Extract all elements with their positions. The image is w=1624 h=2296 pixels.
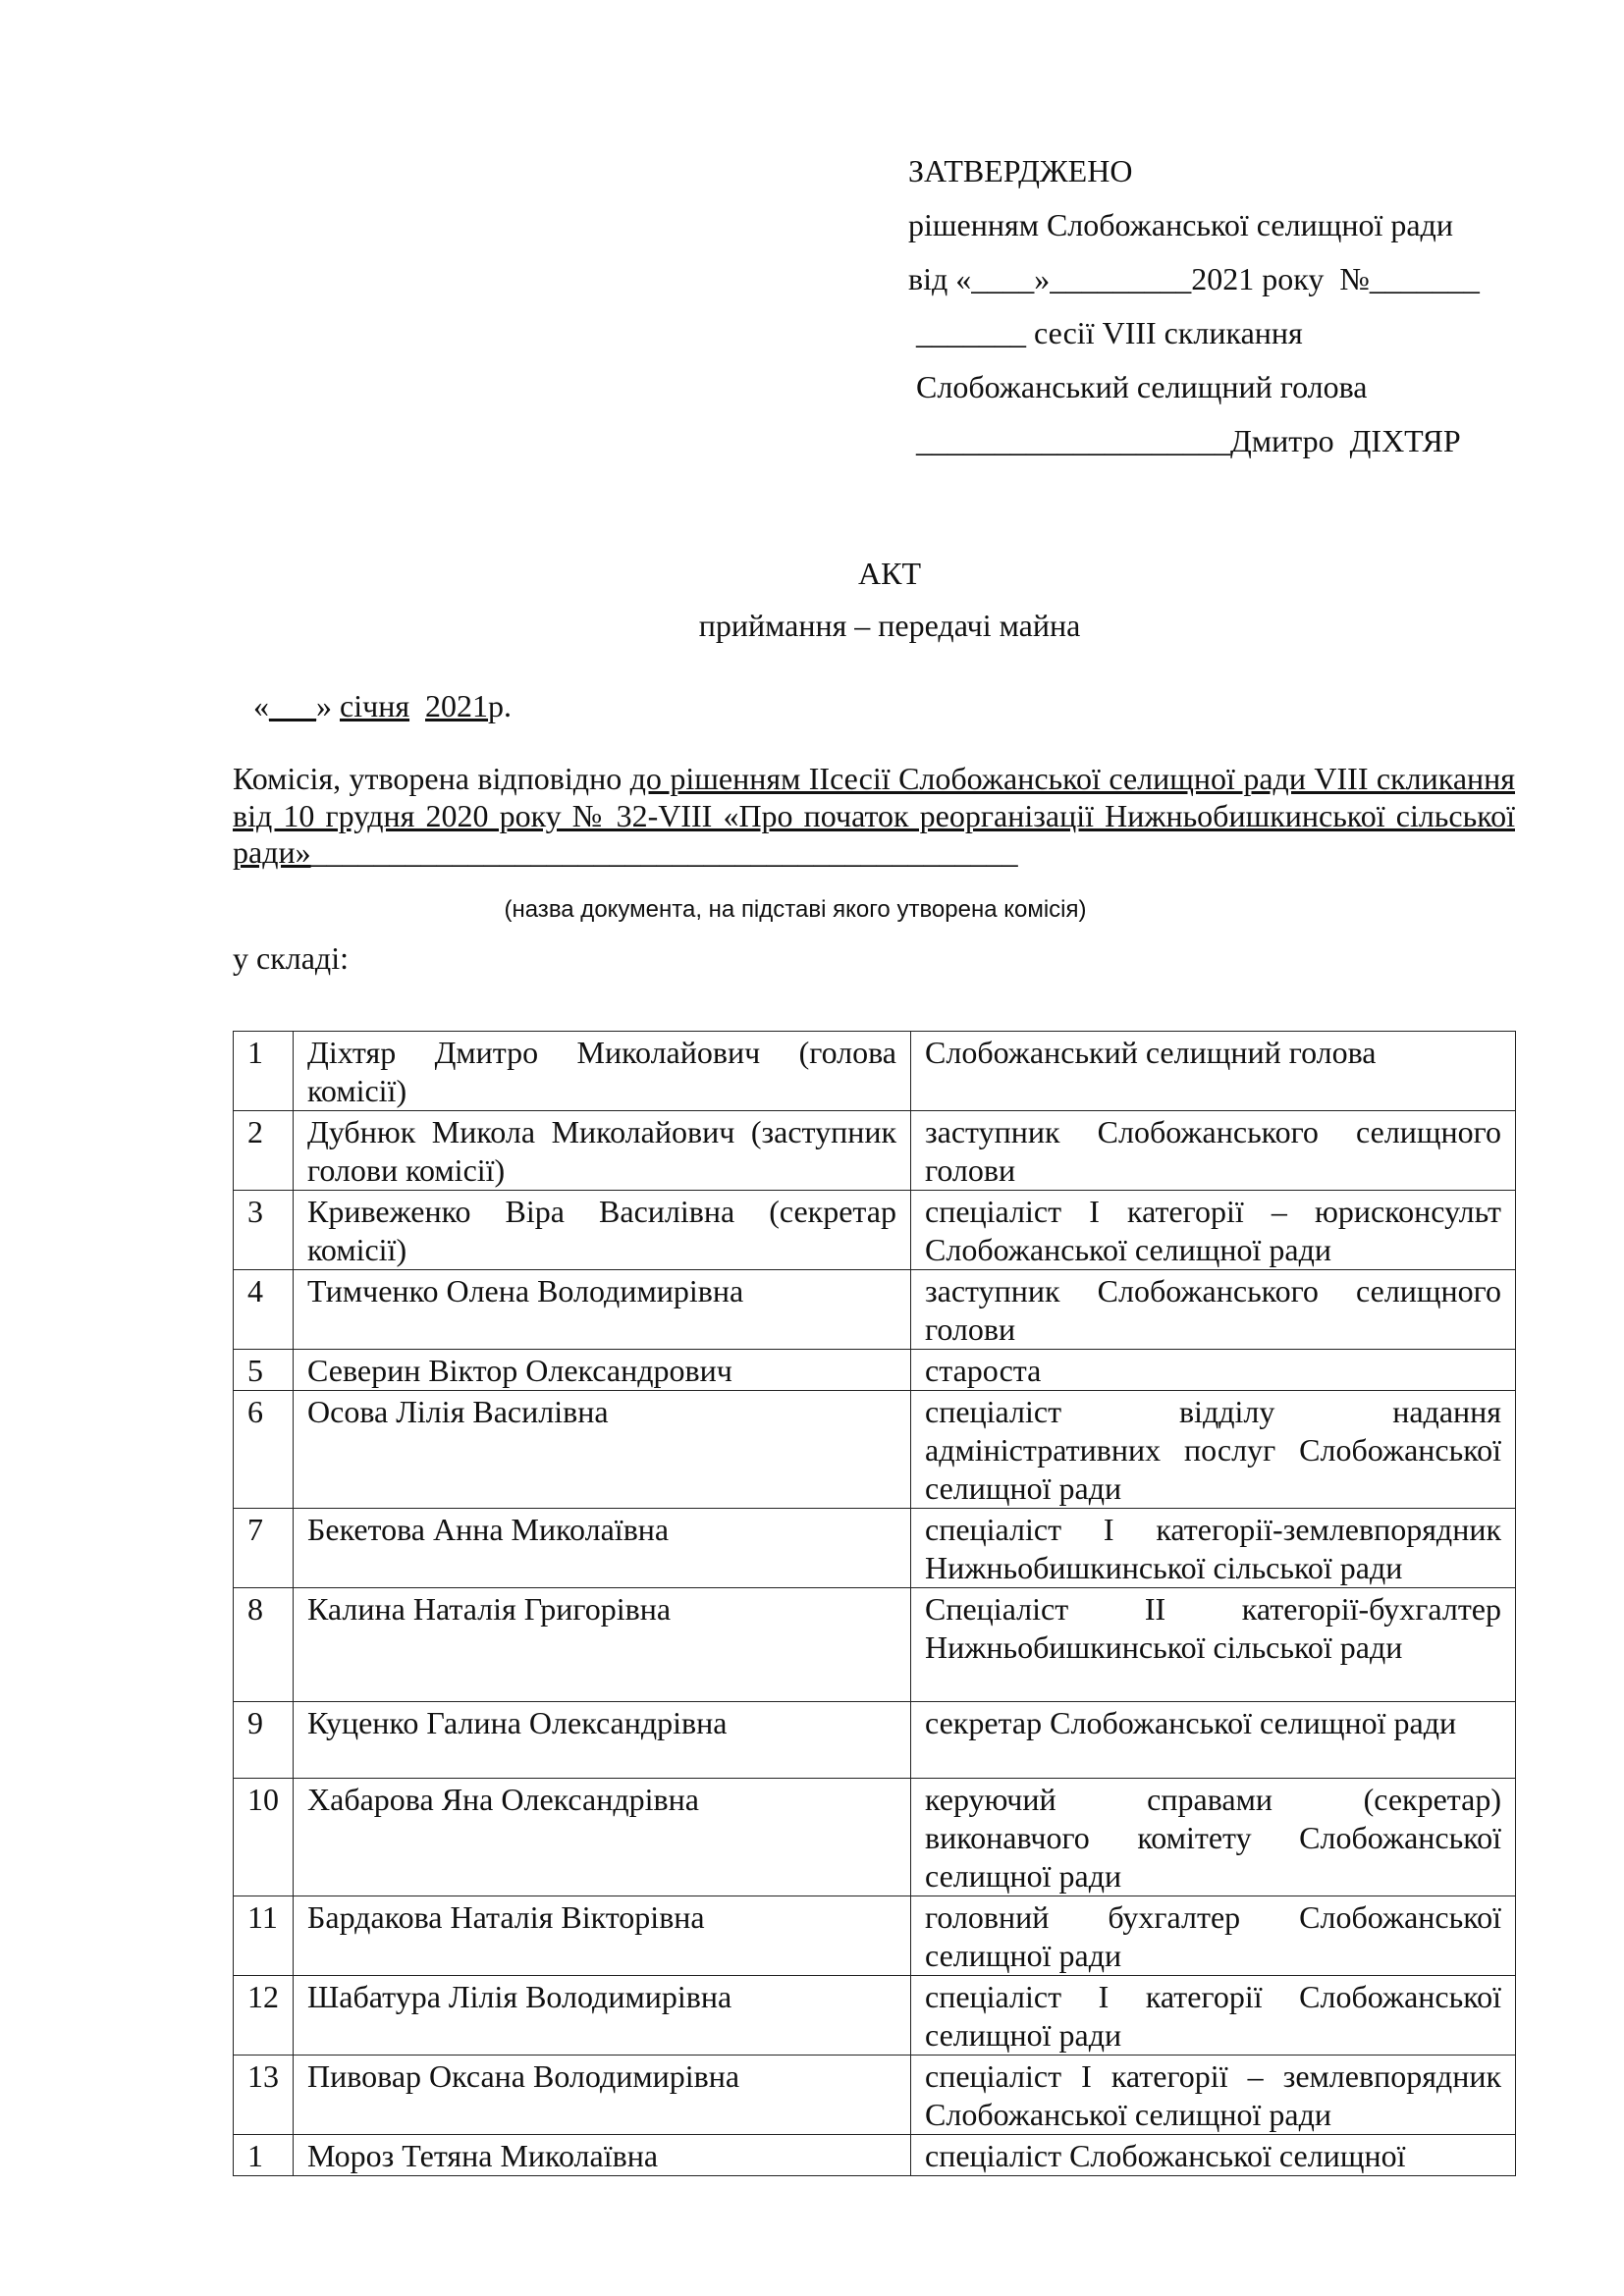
member-number: 2 <box>234 1111 294 1191</box>
table-row <box>234 2135 1516 2176</box>
member-role: секретар Слобожанської селищної ради <box>911 1702 1516 1779</box>
date-prefix: « <box>253 688 269 723</box>
approval-block <box>908 152 1537 476</box>
member-name: Дубнюк Микола Миколайович (заступник голови комісії) <box>294 1111 911 1191</box>
table-row <box>234 1779 1516 1896</box>
approval-decision: рішенням Слобожанської селищної ради <box>908 207 1453 242</box>
table-row <box>234 1896 1516 1976</box>
table-row <box>234 2056 1516 2135</box>
commission-paragraph <box>233 761 1515 872</box>
member-role: спеціаліст І категорії – землевпорядник Слобожанської селищної ради <box>911 2056 1516 2135</box>
member-name: Осова Лілія Василівна <box>294 1391 911 1509</box>
approval-head-title: Слобожанський селищний голова <box>908 369 1368 404</box>
member-number: 1 <box>234 2135 294 2176</box>
date-month: січня <box>340 688 410 723</box>
member-name: Бекетова Анна Миколаївна <box>294 1509 911 1588</box>
table-row <box>234 1191 1516 1270</box>
approval-heading: ЗАТВЕРДЖЕНО <box>908 153 1133 188</box>
document-subtitle: приймання – передачі майна <box>698 608 1081 643</box>
member-number: 8 <box>234 1588 294 1702</box>
member-name: Куценко Галина Олександрівна <box>294 1702 911 1779</box>
paragraph-decision: до рішенням IIсесії Слобожанської селищної ради VIII скликання від 10 грудня 2020 року № 32-VIII «Про початок реорганізації Нижньобишкинської сільської ради» <box>233 761 1516 870</box>
members-table <box>233 1031 1516 2176</box>
member-role: головний бухгалтер Слобожанської селищної ради <box>911 1896 1516 1976</box>
date-tail: р. <box>488 688 513 723</box>
member-number: 12 <box>234 1976 294 2056</box>
member-number: 3 <box>234 1191 294 1270</box>
member-number: 13 <box>234 2056 294 2135</box>
member-name: Хабарова Яна Олександрівна <box>294 1779 911 1896</box>
member-role: спеціаліст І категорії-землевпорядник Нижньобишкинської сільської ради <box>911 1509 1516 1588</box>
date-day-blank: ___ <box>269 688 316 723</box>
member-number: 10 <box>234 1779 294 1896</box>
member-role: староста <box>911 1350 1516 1391</box>
approval-session: _______ сесії VIII скликання <box>908 315 1303 350</box>
table-row <box>234 1509 1516 1588</box>
member-name: Пивовар Оксана Володимирівна <box>294 2056 911 2135</box>
date-suffix: » <box>316 688 340 723</box>
approval-signature: ____________________Дмитро ДІХТЯР <box>908 423 1461 458</box>
member-role: спеціаліст І категорії Слобожанської селищної ради <box>911 1976 1516 2056</box>
member-name: Діхтяр Дмитро Миколайович (голова комісії) <box>294 1032 911 1111</box>
composition-label: у складі: <box>233 940 349 976</box>
table-row <box>234 1391 1516 1509</box>
member-role: спеціаліст відділу надання адміністративних послуг Слобожанської селищної ради <box>911 1391 1516 1509</box>
member-number: 11 <box>234 1896 294 1976</box>
act-date <box>253 687 512 725</box>
paragraph-fill: _____________________________________________ <box>310 834 1018 870</box>
member-name: Мороз Тетяна Миколаївна <box>294 2135 911 2176</box>
member-role: спеціаліст Слобожанської селищної <box>911 2135 1516 2176</box>
member-number: 4 <box>234 1270 294 1350</box>
member-number: 7 <box>234 1509 294 1588</box>
member-name: Бардакова Наталія Вікторівна <box>294 1896 911 1976</box>
table-row <box>234 1111 1516 1191</box>
member-number: 9 <box>234 1702 294 1779</box>
member-name: Шабатура Лілія Володимирівна <box>294 1976 911 2056</box>
approval-date: від «____»_________2021 року №_______ <box>908 261 1480 296</box>
date-year: 2021 <box>425 688 489 723</box>
table-row <box>234 1976 1516 2056</box>
member-name: Северин Віктор Олександрович <box>294 1350 911 1391</box>
document-title: АКТ <box>858 556 921 591</box>
table-row <box>234 1270 1516 1350</box>
table-row <box>234 1588 1516 1702</box>
table-row <box>234 1032 1516 1111</box>
member-number: 1 <box>234 1032 294 1111</box>
member-name: Кривеженко Віра Василівна (секретар комісії) <box>294 1191 911 1270</box>
member-role: Спеціаліст ІІ категорії-бухгалтер Нижньобишкинської сільської ради <box>911 1588 1516 1702</box>
member-role: спеціаліст І категорії – юрисконсульт Слобожанської селищної ради <box>911 1191 1516 1270</box>
member-name: Калина Наталія Григорівна <box>294 1588 911 1702</box>
member-name: Тимченко Олена Володимирівна <box>294 1270 911 1350</box>
member-number: 5 <box>234 1350 294 1391</box>
paragraph-lead: Комісія, утворена відповідно <box>233 761 630 796</box>
member-role: заступник Слобожанського селищного голови <box>911 1270 1516 1350</box>
paragraph-caption: (назва документа, на підставі якого утворена комісія) <box>504 896 1087 923</box>
member-role: заступник Слобожанського селищного голови <box>911 1111 1516 1191</box>
member-role: керуючий справами (секретар) виконавчого комітету Слобожанської селищної ради <box>911 1779 1516 1896</box>
member-role: Слобожанський селищний голова <box>911 1032 1516 1111</box>
member-number: 6 <box>234 1391 294 1509</box>
table-row <box>234 1702 1516 1779</box>
table-row <box>234 1350 1516 1391</box>
